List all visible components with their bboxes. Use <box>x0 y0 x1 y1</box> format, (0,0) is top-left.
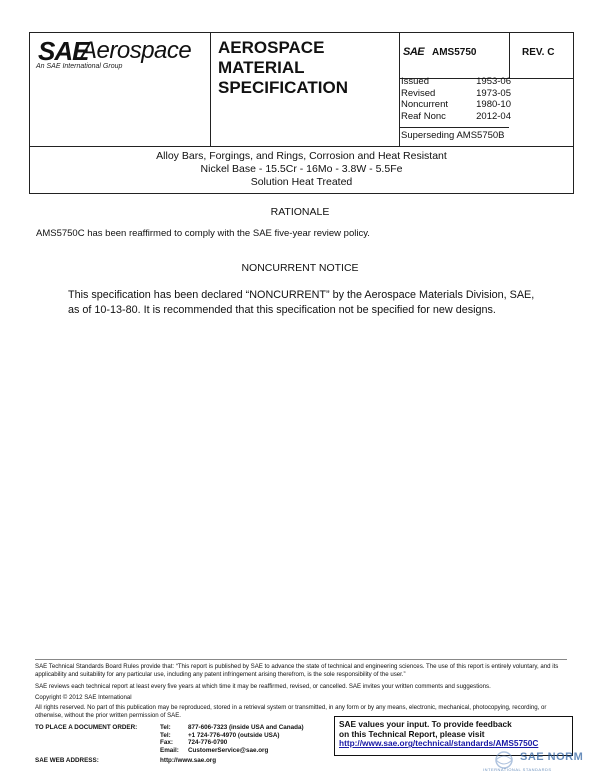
contact-email[interactable]: CustomerService@sae.org <box>188 746 269 754</box>
document-number: AMS5750 <box>432 47 477 58</box>
sae-logo-brand: SAE <box>38 36 89 66</box>
document-type-line: SPECIFICATION <box>218 78 349 97</box>
date-row <box>401 99 511 111</box>
sae-logo-subtitle: An SAE International Group <box>36 63 123 70</box>
order-label: TO PLACE A DOCUMENT ORDER: <box>35 724 138 731</box>
notice-text: This specification has been declared “NONCURRENT” by the Aerospace Materials Division, SAE, as of 10-13-80. It is recommended that this specification not be specified for new designs. <box>68 289 535 316</box>
title-line: Nickel Base - 15.5Cr - 16Mo - 3.8W - 5.5Fe <box>200 163 403 175</box>
contact-key: Tel: <box>160 731 171 739</box>
title-line: Solution Heat Treated <box>250 176 353 188</box>
sae-logo-word: Aerospace <box>81 37 192 64</box>
header-divider <box>210 33 211 146</box>
feedback-text: on this Technical Report, please visit <box>339 728 485 739</box>
contact-value: 877-606-7323 (inside USA and Canada) <box>188 724 304 731</box>
contact-list <box>160 724 304 754</box>
superseding-note: Superseding AMS5750B <box>401 130 505 141</box>
rationale-heading: RATIONALE <box>270 206 330 218</box>
date-label: Issued <box>401 76 429 87</box>
header-divider <box>399 33 400 146</box>
contact-key: Email: <box>160 746 179 754</box>
contact-key: Fax: <box>160 739 173 747</box>
footer-review-text: SAE reviews each technical report at least every five years at which time it may be reaffirmed, revised, or cancelled. SAE invites your written comments and suggestions. <box>35 683 491 690</box>
footer-policy-text: SAE Technical Standards Board Rules provide that: “This report is published by SAE to advance the state of technical and engineering sciences. The use of this report is entirely voluntary, and its applicability and suitability for any particular use, including any patent infringement arising therefrom, is the sole responsibility of the user.” <box>35 663 559 678</box>
web-address-link[interactable]: http://www.sae.org <box>160 757 217 764</box>
revision-label: REV. C <box>522 47 555 58</box>
date-value: 1980-10 <box>476 99 511 110</box>
contact-row <box>160 724 304 732</box>
contact-value: 724-776-0790 <box>188 739 228 747</box>
doc-brand-logo: SAE <box>403 46 425 58</box>
notice-heading: NONCURRENT NOTICE <box>241 262 359 274</box>
watermark-brand: SAE NORM <box>520 751 584 763</box>
header-divider <box>509 33 510 78</box>
date-label: Revised <box>401 87 436 99</box>
contact-value: +1 724-776-4970 (outside USA) <box>188 731 280 739</box>
date-value: 1973-05 <box>476 87 511 99</box>
contact-key: Tel: <box>160 724 171 731</box>
date-row <box>401 76 511 88</box>
watermark-subtext: INTERNATIONAL STANDARDS <box>483 767 552 772</box>
date-value: 1953-06 <box>476 76 511 87</box>
title-block <box>29 145 574 194</box>
feedback-link[interactable]: http://www.sae.org/technical/standards/AMS5750C <box>339 738 539 749</box>
date-label: Noncurrent <box>401 99 448 110</box>
date-list <box>401 76 511 122</box>
date-row <box>401 111 511 123</box>
web-address-label: SAE WEB ADDRESS: <box>35 757 99 764</box>
document-type-line: MATERIAL <box>218 58 305 77</box>
contact-row <box>160 739 304 747</box>
footer-rights-text: All rights reserved. No part of this publication may be reproduced, stored in a retrieval system or transmitted, in any form or by any means, electronic, mechanical, photocopying, recording, or otherwise, without the prior written permission of SAE. <box>35 704 547 719</box>
date-value: 2012-04 <box>476 110 511 122</box>
document-type-line: AEROSPACE <box>218 38 325 57</box>
date-row <box>401 88 511 100</box>
footer-divider <box>35 659 567 660</box>
contact-row <box>160 732 304 740</box>
feedback-text: SAE values your input. To provide feedback <box>339 719 512 729</box>
document-type <box>218 38 368 98</box>
date-label: Reaf Nonc <box>401 110 446 122</box>
footer-copyright: Copyright © 2012 SAE International <box>35 694 132 701</box>
title-line: Alloy Bars, Forgings, and Rings, Corrosion and Heat Resistant <box>156 150 447 162</box>
contact-row <box>160 747 304 755</box>
rationale-text: AMS5750C has been reaffirmed to comply with the SAE five-year review policy. <box>36 228 370 239</box>
header-divider <box>399 127 509 128</box>
